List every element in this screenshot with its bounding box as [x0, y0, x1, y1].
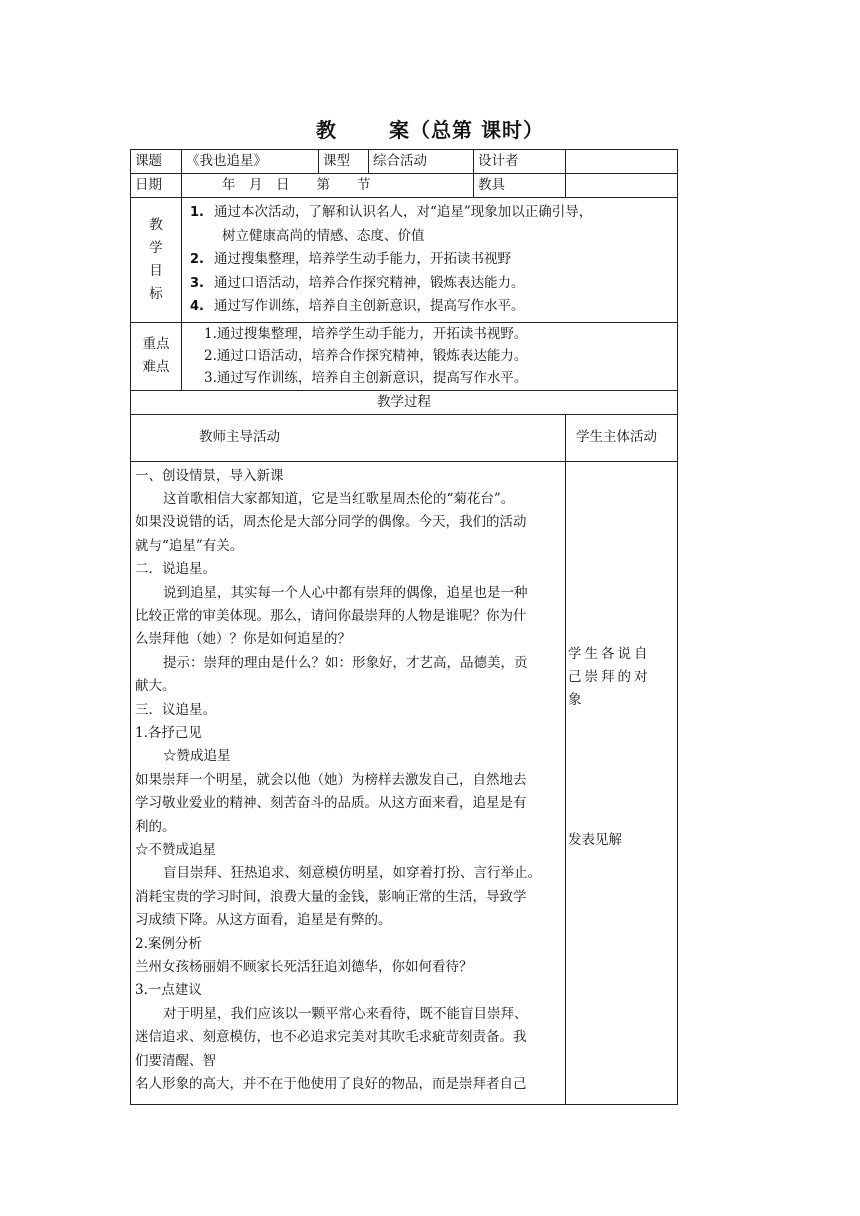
process-text-line: 二．说追星。 — [135, 561, 216, 578]
goals-list — [182, 198, 678, 323]
process-text-line: 如果没说错的话，周杰伦是大部分同学的偶像。今天，我们的活动 — [135, 514, 527, 531]
type-label: 课型 — [319, 150, 369, 174]
process-text-line: 习成绩下降。从这方面看，追星是有弊的。 — [135, 912, 392, 929]
process-text-line: 迷信追求、刻意模仿，也不必追求完美对其吹毛求疵苛刻责备。我 — [135, 1029, 527, 1046]
process-text-line: 消耗宝贵的学习时间，浪费大量的金钱，影响正常的生活，导致学 — [135, 888, 527, 905]
process-text-line: 献大。 — [135, 678, 176, 695]
process-text-line: ☆不赞成追星 — [135, 842, 216, 858]
teacher-header: 教师主导活动 — [131, 414, 566, 461]
page-title: 教 案（总第 课时） — [316, 118, 544, 142]
process-text-line: 就与“追星”有关。 — [135, 537, 244, 554]
student-activities — [566, 461, 678, 1104]
process-body-row — [131, 461, 678, 1104]
process-text-line: 兰州女孩杨丽娟不顾家长死活狂追刘德华，你如何看待？ — [135, 959, 473, 976]
process-text-line: 1.各抒己见 — [135, 724, 202, 741]
process-title-row — [131, 390, 678, 414]
process-text-line: 3.一点建议 — [135, 982, 202, 999]
process-text-line: 说到追星，其实每一个人心中都有崇拜的偶像，追星也是一种 — [163, 584, 528, 601]
key-point-item: 1.通过搜集整理，培养学生动手能力，开拓读书视野。 — [204, 326, 528, 342]
process-text-line: 们要清醒、智 — [135, 1052, 216, 1069]
key-points-list — [182, 322, 678, 390]
tools-value — [566, 174, 678, 198]
goal-item: 3. 通过口语活动，培养合作探究精神，锻炼表达能力。 — [190, 274, 525, 291]
student-note: 发表见解 — [568, 831, 622, 848]
lesson-plan-table — [130, 149, 678, 1105]
designer-label: 设计者 — [474, 150, 566, 174]
key-point-item: 3.通过写作训练，培养自主创新意识，提高写作水平。 — [204, 370, 528, 386]
topic-label: 课题 — [131, 150, 182, 174]
process-text-line: 如果崇拜一个明星，就会以他（她）为榜样去激发自己，自然地去 — [135, 771, 527, 788]
goal-item: 4. 通过写作训练，培养自主创新意识，提高写作水平。 — [190, 298, 525, 314]
student-header: 学生主体活动 — [566, 414, 678, 461]
process-header-row — [131, 414, 678, 461]
process-text-line: ☆赞成追星 — [163, 748, 231, 765]
key-points-row — [131, 322, 678, 390]
process-text-line: 提示：崇拜的理由是什么？如：形象好，才艺高，品德美，贡 — [163, 654, 528, 671]
process-text-line: 盲目崇拜、狂热追求、刻意模仿明星，如穿着打扮、言行举止。 — [163, 865, 541, 882]
type-value: 综合活动 — [369, 150, 474, 174]
date-row — [131, 174, 678, 198]
process-text-line: 学习敬业爱业的精神、刻苦奋斗的品质。从这方面来看，追星是有 — [135, 795, 527, 812]
process-text-line: 2.案例分析 — [135, 935, 202, 952]
process-text-line: 比较正常的审美体现。那么，请问你最崇拜的人物是谁呢？你为什 — [135, 607, 527, 624]
goals-row — [131, 198, 678, 323]
goal-item: 1. 通过本次活动，了解和认识名人，对“追星”现象加以正确引导， — [190, 204, 593, 220]
process-text-line: 对于明星，我们应该以一颗平常心来看待，既不能盲目崇拜、 — [163, 1005, 528, 1022]
goals-label: 教 学 目 标 — [131, 198, 182, 323]
process-text-line: 一、创设情景，导入新课 — [135, 467, 284, 484]
key-points-label: 重点 难点 — [131, 322, 182, 390]
process-text-line: 利的。 — [135, 818, 176, 835]
process-text-line: 么崇拜他（她）？你是如何追星的？ — [135, 631, 351, 648]
process-title: 教学过程 — [131, 390, 678, 414]
topic-row — [131, 150, 678, 174]
student-note: 学生各说自 己崇拜的对 象 — [568, 645, 651, 709]
goal-item: 2. 通过搜集整理，培养学生动手能力，开拓读书视野 — [190, 251, 511, 267]
teacher-activities — [131, 461, 566, 1104]
tools-label: 教具 — [474, 174, 566, 198]
topic-value: 《我也追星》 — [182, 150, 319, 174]
date-value: 年 月 日 第 节 — [182, 174, 474, 198]
process-text-line: 这首歌相信大家都知道，它是当红歌星周杰伦的“菊花台”。 — [163, 490, 515, 507]
goal-item-continued: 树立健康高尚的情感、态度、价值 — [222, 227, 425, 244]
process-text-line: 名人形象的高大，并不在于他使用了良好的物品，而是崇拜者自己 — [135, 1076, 527, 1093]
designer-value — [566, 150, 678, 174]
date-label: 日期 — [131, 174, 182, 198]
process-text-line: 三．议追星。 — [135, 701, 216, 718]
key-point-item: 2.通过口语活动，培养合作探究精神，锻炼表达能力。 — [204, 348, 528, 364]
